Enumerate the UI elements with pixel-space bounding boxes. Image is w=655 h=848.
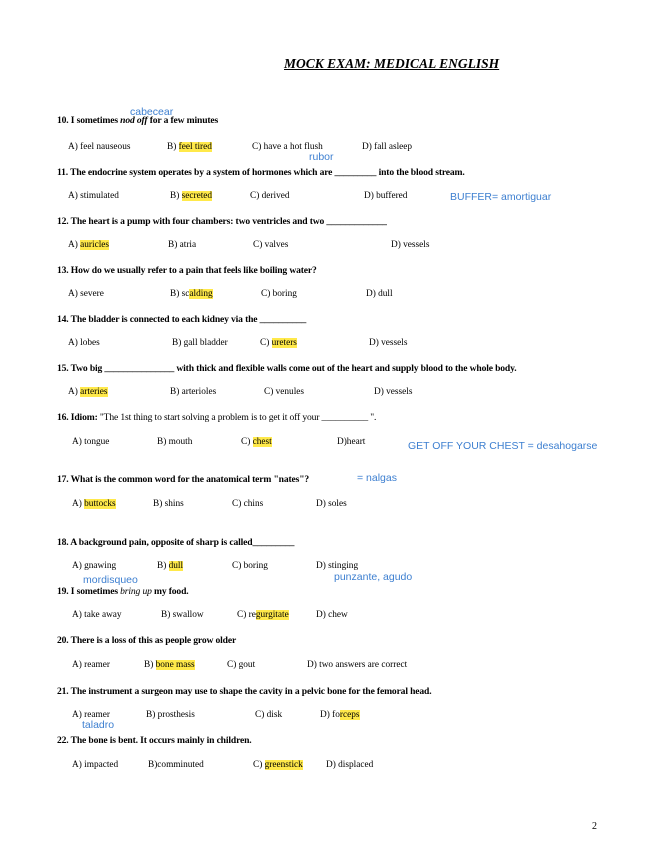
option-a: A) take away bbox=[72, 610, 122, 620]
option-c: C) valves bbox=[253, 240, 289, 250]
option-d: D) dull bbox=[366, 289, 393, 299]
option-a: A) arteries bbox=[68, 387, 108, 397]
option-d: D) vessels bbox=[374, 387, 413, 397]
highlighted-answer: gurgitate bbox=[255, 610, 289, 620]
highlighted-answer: alding bbox=[189, 289, 213, 299]
option-b: B) secreted bbox=[170, 191, 213, 201]
option-c: C) boring bbox=[232, 561, 268, 571]
option-a: A) lobes bbox=[68, 338, 100, 348]
page-title: MOCK EXAM: MEDICAL ENGLISH bbox=[284, 56, 500, 71]
option-b: B) swallow bbox=[161, 610, 204, 620]
option-a: A) stimulated bbox=[68, 191, 119, 201]
option-b: B) feel tired bbox=[167, 142, 212, 152]
option-b: B) dull bbox=[157, 561, 184, 571]
question-21: 21. The instrument a surgeon may use to shape the cavity in a pelvic bone for the femoral head. bbox=[57, 686, 432, 697]
highlighted-answer: greenstick bbox=[264, 760, 303, 770]
option-b: B) shins bbox=[153, 499, 184, 509]
highlighted-answer: bone mass bbox=[155, 660, 195, 670]
option-b: B) prosthesis bbox=[146, 710, 195, 720]
handwritten-note: = nalgas bbox=[357, 472, 397, 484]
question-18: 18. A background pain, opposite of sharp is called_________ bbox=[57, 537, 295, 548]
option-d: D) forceps bbox=[320, 710, 360, 720]
option-d: D) soles bbox=[316, 499, 347, 509]
handwritten-note: rubor bbox=[309, 151, 334, 163]
option-a: A) auricles bbox=[68, 240, 110, 250]
option-c: C) have a hot flush bbox=[252, 142, 323, 152]
handwritten-note: taladro bbox=[82, 719, 115, 731]
option-c: C) boring bbox=[261, 289, 297, 299]
question-17: 17. What is the common word for the anatomical term "nates"? bbox=[57, 474, 310, 485]
option-c: C) gout bbox=[227, 660, 256, 670]
question-10-phrasal-verb: nod off bbox=[120, 115, 148, 126]
handwritten-note: mordisqueo bbox=[83, 574, 138, 586]
option-a: A) buttocks bbox=[72, 499, 116, 509]
question-16: 16. Idiom: "The 1st thing to start solving a problem is to get it off your __________ ". bbox=[57, 412, 377, 423]
option-c: C) ureters bbox=[260, 338, 297, 348]
option-d: D) two answers are correct bbox=[307, 660, 408, 670]
option-d: D) fall asleep bbox=[362, 142, 413, 152]
highlighted-answer: secreted bbox=[181, 191, 213, 201]
question-19-phrasal-verb: bring up bbox=[120, 586, 152, 597]
option-d: D) vessels bbox=[369, 338, 408, 348]
option-c: C) disk bbox=[255, 710, 283, 720]
highlighted-answer: ureters bbox=[271, 338, 297, 348]
option-d: D) displaced bbox=[326, 760, 374, 770]
option-a: A) severe bbox=[68, 289, 104, 299]
option-a: A) gnawing bbox=[72, 561, 117, 571]
option-c: C) derived bbox=[250, 191, 290, 201]
question-13: 13. How do we usually refer to a pain that feels like boiling water? bbox=[57, 265, 317, 276]
option-d: D) vessels bbox=[391, 240, 430, 250]
question-15: 15. Two big _______________ with thick and flexible walls come out of the heart and supply blood to the whole body. bbox=[57, 363, 517, 374]
question-22: 22. The bone is bent. It occurs mainly in children. bbox=[57, 735, 252, 746]
option-a: A) impacted bbox=[72, 760, 119, 770]
question-20: 20. There is a loss of this as people grow older bbox=[57, 635, 237, 646]
question-14: 14. The bladder is connected to each kidney via the __________ bbox=[57, 314, 307, 325]
highlighted-answer: buttocks bbox=[84, 499, 116, 509]
handwritten-note: cabecear bbox=[130, 106, 174, 118]
handwritten-note: BUFFER= amortiguar bbox=[450, 191, 552, 203]
option-c: C) chins bbox=[232, 499, 264, 509]
highlighted-answer: rceps bbox=[339, 710, 360, 720]
option-a: A) reamer bbox=[72, 660, 110, 670]
highlighted-answer: dull bbox=[168, 561, 184, 571]
handwritten-note: punzante, agudo bbox=[334, 571, 413, 583]
option-b: B) gall bladder bbox=[172, 338, 228, 348]
option-d: D) buffered bbox=[364, 191, 408, 201]
option-a: A) reamer bbox=[72, 710, 110, 720]
option-a: A) tongue bbox=[72, 437, 110, 447]
option-b: B) bone mass bbox=[144, 660, 195, 670]
option-c: C) venules bbox=[264, 387, 305, 397]
option-d: D)heart bbox=[337, 437, 366, 447]
question-10: 10. I sometimes nod off for a few minutes bbox=[57, 115, 219, 126]
question-11: 11. The endocrine system operates by a system of hormones which are _________ into the blood stream. bbox=[57, 167, 465, 178]
page-number: 2 bbox=[592, 821, 597, 832]
option-d: D) stinging bbox=[316, 561, 359, 571]
option-d: D) chew bbox=[316, 610, 348, 620]
option-b: B) atria bbox=[168, 240, 197, 250]
option-b: B) mouth bbox=[157, 437, 193, 447]
question-19: 19. I sometimes bring up my food. bbox=[57, 586, 189, 597]
option-c: C) chest bbox=[241, 437, 272, 447]
highlighted-answer: arteries bbox=[80, 387, 108, 397]
highlighted-answer: feel tired bbox=[178, 142, 212, 152]
option-b: B) scalding bbox=[170, 289, 213, 299]
highlighted-answer: auricles bbox=[80, 240, 110, 250]
option-c: C) greenstick bbox=[253, 760, 303, 770]
option-b: B) arterioles bbox=[170, 387, 217, 397]
highlighted-answer: chest bbox=[252, 437, 272, 447]
handwritten-note: GET OFF YOUR CHEST = desahogarse bbox=[408, 440, 598, 452]
option-a: A) feel nauseous bbox=[68, 142, 131, 152]
option-b: B)comminuted bbox=[148, 760, 204, 770]
question-12: 12. The heart is a pump with four chambers: two ventricles and two _____________ bbox=[57, 216, 387, 227]
option-c: C) regurgitate bbox=[237, 610, 289, 620]
